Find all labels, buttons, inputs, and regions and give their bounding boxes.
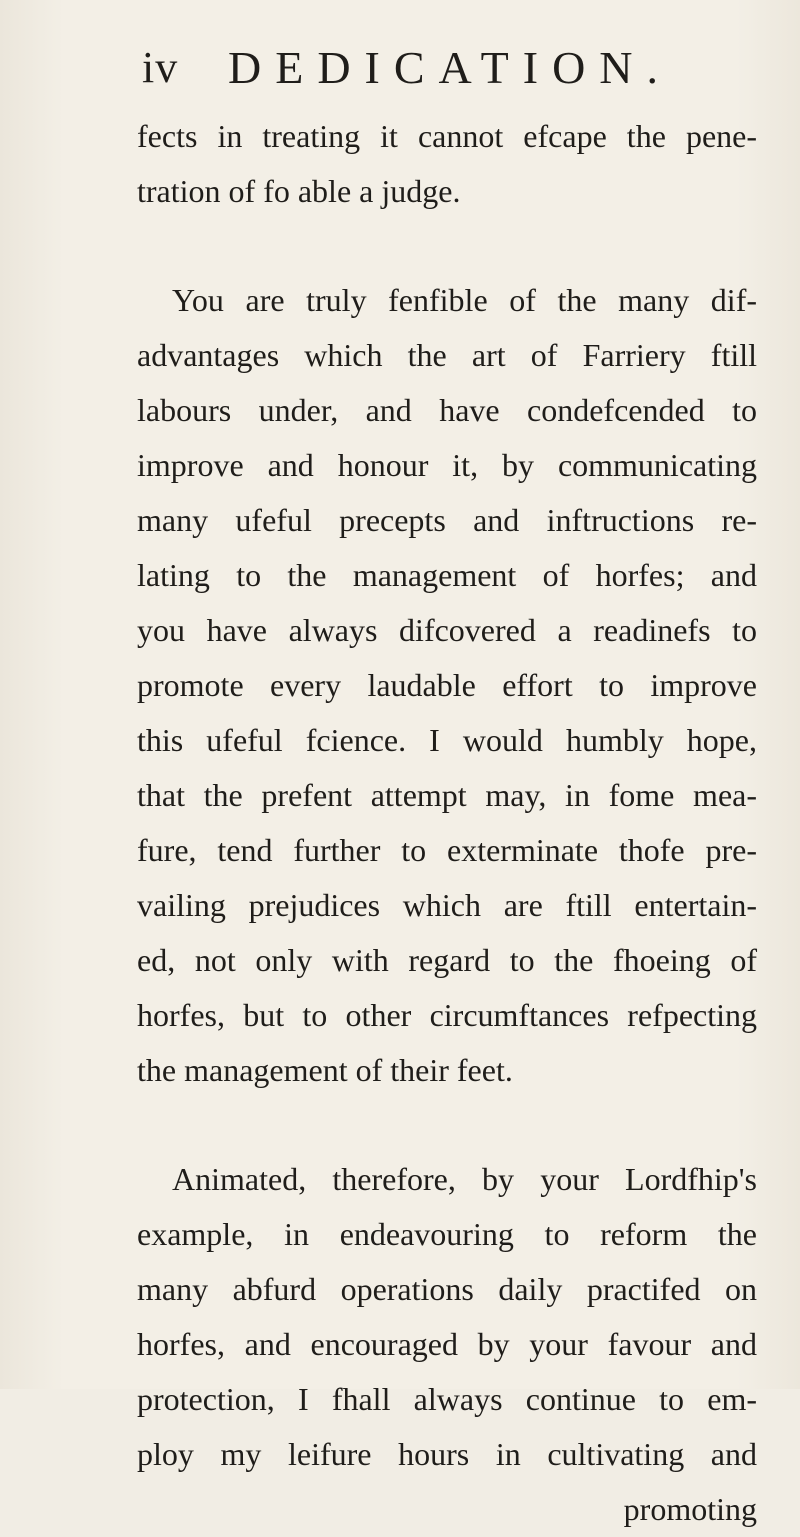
text-line: You are truly fenfible of the many dif- <box>172 282 757 318</box>
text-line: that the prefent attempt may, in fome mea- <box>137 777 757 813</box>
text-line: horfes, and encouraged by your favour and <box>137 1326 757 1362</box>
paragraph-continuation <box>137 109 757 219</box>
text-line: tration of fo able a judge. <box>137 173 461 209</box>
page-header <box>0 38 800 98</box>
text-line: fects in treating it cannot efcape the pene- <box>137 118 757 154</box>
text-line: you have always difcovered a readinefs to <box>137 612 757 648</box>
paragraph-gap <box>137 219 757 273</box>
text-line: many abfurd operations daily practifed on <box>137 1271 757 1307</box>
text-line: protection, I fhall always continue to em- <box>137 1381 757 1417</box>
text-line: fure, tend further to exterminate thofe pre- <box>137 832 757 868</box>
text-line: this ufeful fcience. I would humbly hope, <box>137 722 757 758</box>
running-head: DEDICATION. <box>228 42 673 93</box>
text-line: ploy my leifure hours in cultivating and <box>137 1436 757 1472</box>
text-line: promote every laudable effort to improve <box>137 667 757 703</box>
paragraph-gap <box>137 1098 757 1152</box>
text-line: Animated, therefore, by your Lordfhip's <box>172 1161 757 1197</box>
text-line: horfes, but to other circumftances refpecting <box>137 997 757 1033</box>
text-line: vailing prejudices which are ftill entertain- <box>137 887 757 923</box>
text-line: labours under, and have condefcended to <box>137 392 757 428</box>
text-line: many ufeful precepts and inftructions re- <box>137 502 757 538</box>
body-text <box>137 109 757 1537</box>
text-line: the management of their feet. <box>137 1052 513 1088</box>
text-line: advantages which the art of Farriery ftill <box>137 337 757 373</box>
text-line: example, in endeavouring to reform the <box>137 1216 757 1252</box>
page-number: iv <box>142 43 179 92</box>
text-line: improve and honour it, by communicating <box>137 447 757 483</box>
text-line: ed, not only with regard to the fhoeing of <box>137 942 757 978</box>
catchword: promoting <box>623 1491 757 1527</box>
paragraph <box>137 1152 757 1537</box>
paragraph <box>137 273 757 1098</box>
text-line: lating to the management of horfes; and <box>137 557 757 593</box>
